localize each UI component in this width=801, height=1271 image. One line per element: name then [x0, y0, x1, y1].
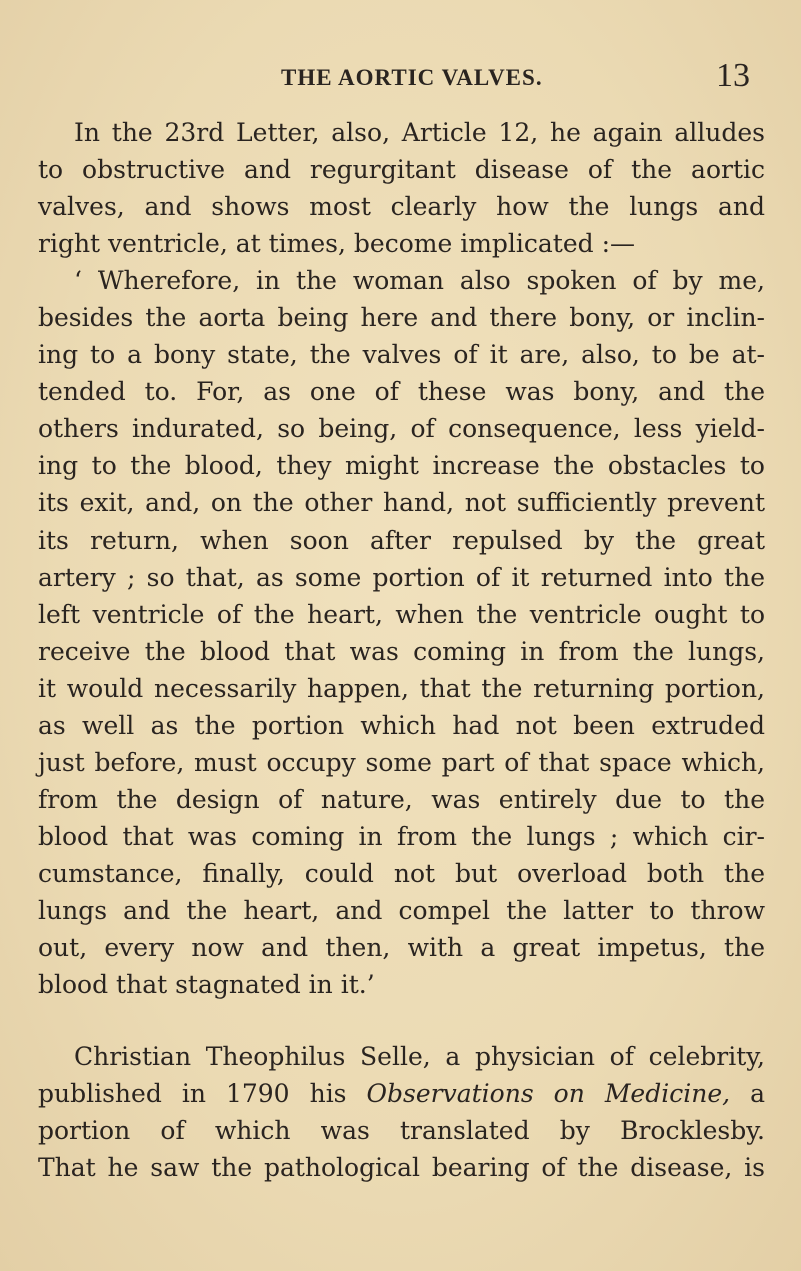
- quote-line: others indurated, so being, of consequence, less yield-: [38, 414, 765, 444]
- quote-line: from the design of nature, was entirely due to the: [38, 784, 765, 814]
- block-quote: [38, 262, 765, 1003]
- quote-line: besides the aorta being here and there bony, or inclin-: [38, 303, 765, 333]
- book-title: Observations on Medicine,: [366, 1079, 731, 1109]
- quote-line: ing to the blood, they might increase the obstacles to: [38, 451, 765, 481]
- quote-line: as well as the portion which had not been extruded: [38, 710, 765, 740]
- body-text: [38, 114, 765, 1186]
- quote-line: blood that was coming in from the lungs ; which cir-: [38, 821, 765, 851]
- text-run: a: [730, 1079, 765, 1109]
- quote-line: receive the blood that was coming in from the lungs,: [38, 636, 765, 666]
- text-line: In the 23rd Letter, also, Article 12, he again alludes: [74, 118, 765, 147]
- text-line: That he saw the pathological bearing of the disease, is: [38, 1153, 765, 1183]
- quote-line: artery ; so that, as some portion of it returned into the: [38, 562, 765, 592]
- quote-line: blood that stagnated in it.’: [38, 970, 375, 1000]
- paragraph-spacer: [38, 1003, 765, 1038]
- paragraph-selle: [38, 1038, 765, 1186]
- quote-line: ing to a bony state, the valves of it are, also, to be at-: [38, 340, 765, 370]
- quote-line: its return, when soon after repulsed by the great: [38, 525, 765, 555]
- text-line: right ventricle, at times, become implicated :—: [38, 229, 636, 259]
- quote-line: its exit, and, on the other hand, not sufficiently prevent: [38, 488, 765, 518]
- page-header: [0, 57, 801, 97]
- text-line: valves, and shows most clearly how the lungs and: [38, 192, 765, 222]
- running-title: THE AORTIC VALVES.: [281, 65, 543, 90]
- text-line: Christian Theophilus Selle, a physician of celebrity,: [74, 1042, 765, 1072]
- quote-line: out, every now and then, with a great impetus, the: [38, 933, 765, 963]
- quote-line: cumstance, finally, could not but overload both the: [38, 858, 765, 888]
- quote-line: left ventricle of the heart, when the ventricle ought to: [38, 599, 765, 629]
- text-line: portion of which was translated by Brocklesby.: [38, 1116, 765, 1146]
- quote-line: it would necessarily happen, that the returning portion,: [38, 673, 765, 703]
- text-line: [38, 1075, 765, 1112]
- paragraph-aortic-letter: [38, 114, 765, 262]
- text-line: to obstructive and regurgitant disease of the aortic: [38, 155, 765, 185]
- quote-line: lungs and the heart, and compel the latter to throw: [38, 895, 765, 925]
- quote-line: ‘ Wherefore, in the woman also spoken of by me,: [74, 266, 765, 296]
- quote-line: just before, must occupy some part of that space which,: [38, 747, 765, 777]
- page-number: 13: [716, 57, 750, 94]
- text-run: published in 1790 his: [38, 1079, 367, 1109]
- quote-line: tended to. For, as one of these was bony, and the: [38, 377, 765, 407]
